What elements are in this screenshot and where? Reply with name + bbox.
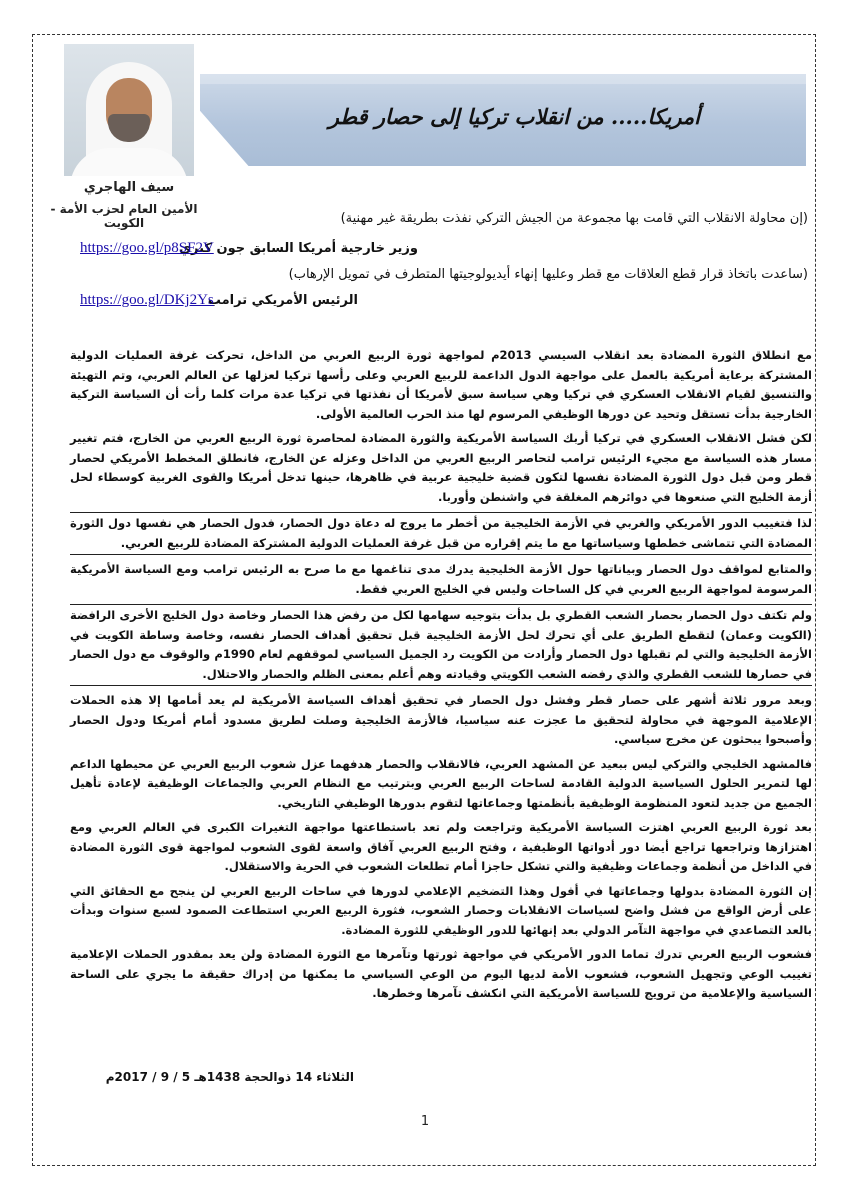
quote-link-1[interactable]: https://goo.gl/p8SF2V — [80, 240, 214, 256]
article-body — [70, 346, 812, 1009]
paragraph-highlighted: لذا فتغييب الدور الأمريكي والغربي في الأزمة الخليجية من أخطر ما يروج له دعاة دول الحصار، فدول الحصار هي نفسها دول الثورة المضادة التي تتماشى خططها وسياساتها مع ما يتم إقراره من قبل غرفة العمليات الدولية المشتركة المضادة للربيع العربي. — [70, 512, 812, 555]
author-name: سيف الهاجري — [83, 180, 175, 195]
paragraph: والمتابع لمواقف دول الحصار وبياناتها حول الأزمة الخليجية يدرك مدى تناغمها مع ما صرح به الرئيس ترامب ومع السياسة الأمريكية المرسومة لمواجهة الربيع العربي في كل الساحات وليس في الخليج العربي فقط. — [70, 562, 812, 596]
quote-attribution-2: الرئيس الأمريكي ترامب — [207, 293, 358, 308]
quote-attribution-1: وزير خارجية أمريكا السابق جون كيري — [179, 241, 418, 256]
paragraph: لكن فشل الانقلاب العسكري في تركيا أربك السياسة الأمريكية والثورة المضادة لمحاصرة ثورة الربيع العربي من الخارج، فتم تغيير مسار هذه السياسة مع مجيء الرئيس ترامب لتحاصر الربيع العربي من الداخل وعزله عن الخارج، فانطلق المخطط الأمريكي لحصار قطر ومن قبل دول الثورة المضادة نفسها لتكون قضية خليجية عربية في ظاهرها، حينها تدخل أمريكا والقوى الغربية كوسطاء لحل أزمة الخليج التي صنعوها في دوائرهم المغلقة في واشنطن وأوربا. — [70, 431, 812, 504]
paragraph: فالمشهد الخليجي والتركي ليس ببعيد عن المشهد العربي، فالانقلاب والحصار هدفهما عزل شعوب الربيع العربي عن محيطها الداعم لها لتمرير الحلول السياسية الدولية القادمة لساحات الربيع العربي وبترتيب مع النظام العربي والجماعات الوظيفية لإعادة تأهيل الجميع من جديد لتعود المنظومة الوظيفية بأنظمتها وجماعاتها لتقوم بدورها الوظيفي التاريخي. — [70, 756, 812, 810]
paragraph: فشعوب الربيع العربي تدرك تماما الدور الأمريكي في مواجهة ثورتها وتآمرها مع الثورة المضادة ولن يعد بمقدور الحملات الإعلامية تغييب الوعي وتجهيل الشعوب، فشعوب الأمة لديها اليوم من الوعي السياسي ما يمكنها من إدراك حقيقة ما يجري على الساحة السياسية والإعلامية من ترويج للسياسة الأمريكية التي انكشف تآمرها وخطرها. — [70, 947, 812, 1000]
paragraph: بعد ثورة الربيع العربي اهتزت السياسة الأمريكية وتراجعت ولم تعد باستطاعتها مواجهة التغيرات الكبرى في العالم العربي ومع اهتزازها وتراجعها تراجع أيضا دور أدواتها الوظيفية ، وفتح الربيع العربي آفاق واسعة لقوى الشعوب لمواجهة قوى الثورة المضادة في الداخل من أنظمة وجماعات وظيفية والتي تشكل حاجزا أمام تطلعات الشعوب في الحرية والاستقلال. — [70, 820, 812, 873]
paragraph: وبعد مرور ثلاثة أشهر على حصار قطر وفشل دول الحصار في تحقيق أهداف السياسة الأمريكية لم يعد أمامها إلا هذه الحملات الإعلامية الموجهة في محاولة لتحقيق ما عجزت عنه سياسيا، فالأزمة الخليجية وصلت لطريق مسدود أمام أمريكا ودول الحصار وأصبحوا يبحثون عن مخرج سياسي. — [70, 693, 812, 746]
paragraph-highlighted: ولم تكتف دول الحصار بحصار الشعب القطري بل بدأت بتوجيه سهامها لكل من رفض هذا الحصار وخاصة دول الخليج الأخرى الرافضة (الكويت وعمان) لتقطع الطريق على أي تحرك لحل الأزمة الخليجية قبل تحقيق أهداف الحصار نفسه، وخاصة وساطة الكويت في الأزمة الخليجية والتي لم تقبلها دول الحصار وأرادت من الكويت رد الجميل السياسي لموقفهم لعام 1990م والوقوف مع دول الحصار في حصارها للشعب القطري والذي رفضه الشعب الكويتي وقيادته وهم أعلم بمعنى الظلم والحصار والاحتلال. — [70, 604, 812, 686]
quote-link-2[interactable]: https://goo.gl/DKj2Ys — [80, 292, 214, 308]
author-photo — [64, 44, 194, 176]
quote-text-2: (ساعدت باتخاذ قرار قطع العلاقات مع قطر وعليها إنهاء أيديولوجيتها المتطرف في تمويل الإرهاب) — [288, 267, 808, 282]
page-number: 1 — [420, 1114, 430, 1129]
author-role: الأمين العام لحزب الأمة - الكويت — [50, 202, 198, 230]
paragraph: إن الثورة المضادة بدولها وجماعاتها في أفول وهذا التضخيم الإعلامي لدورها في ساحات الربيع العربي لن ينجح مع الحقائق التي على أرض الواقع من فشل واضح لسياسات الانقلابات وحصار الشعوب، فثورة الربيع العربي استطاعت الصمود لسبع سنوات وبدأت بالعد التصاعدي في مواجهة التآمر الدولي بعد إنهائها للدور الوظيفي للثورة المضادة. — [70, 883, 812, 937]
paragraph: مع انطلاق الثورة المضادة بعد انقلاب السيسي 2013م لمواجهة ثورة الربيع العربي من الداخل، تحركت غرفة العمليات الدولية المشتركة برعاية أمريكية بالعمل على مواجهة الدول الداعمة للربيع العربي وعلى رأسها تركيا لعزلها عن العالم العربي، وتم التهيئة والتنسيق لقيام الانقلاب العسكري في تركيا وهي سياسة سبق لأمريكا أن نفذتها في تركيا عدة مرات كلما رأت أن السياسة التركية الخارجية بدأت تستقل وتحيد عن دورها الوظيفي المرسوم لها منذ الحرب العالمية الأولى. — [70, 348, 812, 421]
publish-date: الثلاثاء 14 ذوالحجة 1438هـ 5 / 9 / 2017م — [105, 1070, 354, 1084]
article-title: أمريكا..... من انقلاب تركيا إلى حصار قطر — [328, 104, 700, 129]
quote-text-1: (إن محاولة الانقلاب التي قامت بها مجموعة من الجيش التركي نفذت بطريقة غير مهنية) — [340, 211, 808, 226]
